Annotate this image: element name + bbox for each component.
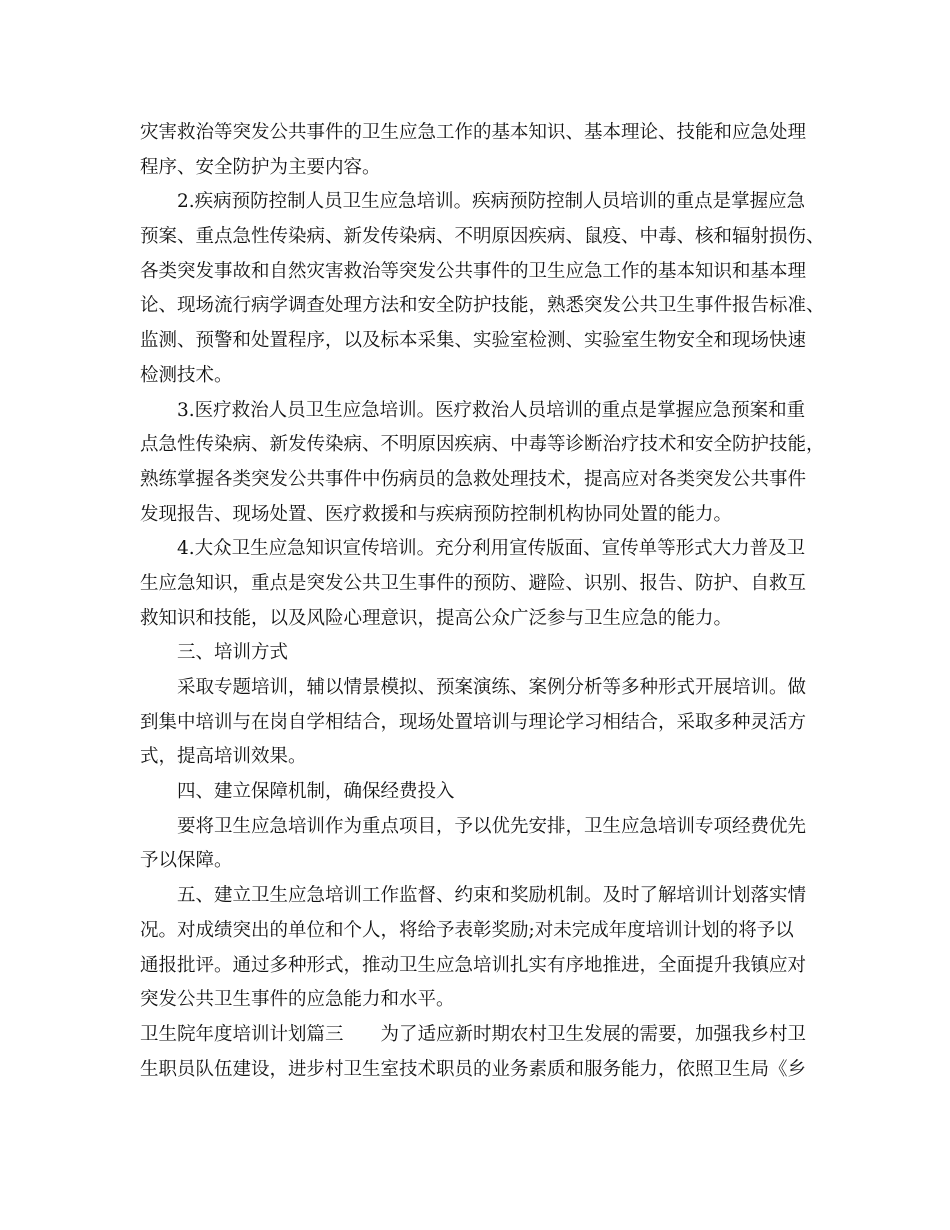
text-line: 发现报告、现场处置、医疗救援和与疾病预防控制机构协同处置的能力。	[140, 503, 733, 525]
text-line: 3.医疗救治人员卫生应急培训。医疗救治人员培训的重点是掌握应急预案和重	[177, 399, 806, 421]
text-line: 生职员队伍建设，进步村卫生室技术职员的业务素质和服务能力，依照卫生局《乡	[140, 1058, 807, 1080]
text-line: 卫生院年度培训计划篇三 为了适应新时期农村卫生发展的需要，加强我乡村卫	[140, 1023, 807, 1045]
text-line: 三、培训方式	[177, 642, 289, 664]
text-line: 点急性传染病、新发传染病、不明原因疾病、中毒等诊断治疗技术和安全防护技能，	[140, 434, 825, 456]
text-line: 监测、预警和处置程序，以及标本采集、实验室检测、实验室生物安全和现场快速	[140, 330, 807, 352]
text-line: 予以保障。	[140, 850, 233, 872]
text-line: 检测技术。	[140, 364, 233, 386]
text-line: 到集中培训与在岗自学相结合，现场处置培训与理论学习相结合，采取多种灵活方	[140, 711, 807, 733]
text-line: 突发公共卫生事件的应急能力和水平。	[140, 989, 455, 1011]
text-line: 采取专题培训，辅以情景模拟、预案演练、案例分析等多种形式开展培训。做	[177, 677, 807, 698]
text-line: 熟练掌握各类突发公共事件中伤病员的急救处理技术，提高应对各类突发公共事件	[140, 468, 807, 490]
document-body	[140, 116, 830, 1087]
text-line: 式，提高培训效果。	[140, 746, 307, 768]
text-line: 程序、安全防护为主要内容。	[140, 156, 381, 178]
text-line: 四、建立保障机制，确保经费投入	[177, 781, 455, 803]
text-line: 通报批评。通过多种形式，推动卫生应急培训扎实有序地推进，全面提升我镇应对	[140, 954, 807, 976]
text-line: 4.大众卫生应急知识宣传培训。充分利用宣传版面、宣传单等形式大力普及卫	[177, 538, 806, 560]
text-line: 生应急知识，重点是突发公共卫生事件的预防、避险、识别、报告、防护、自救互	[140, 572, 807, 594]
text-line: 预案、重点急性传染病、新发传染病、不明原因疾病、鼠疫、中毒、核和辐射损伤、	[140, 226, 825, 248]
text-line: 论、现场流行病学调查处理方法和安全防护技能，熟悉突发公共卫生事件报告标准、	[140, 295, 825, 317]
text-line: 各类突发事故和自然灾害救治等突发公共事件的卫生应急工作的基本知识和基本理	[140, 260, 807, 282]
text-line: 灾害救治等突发公共事件的卫生应急工作的基本知识、基本理论、技能和应急处理	[140, 122, 807, 143]
text-line: 五、建立卫生应急培训工作监督、约束和奖励机制。及时了解培训计划落实情	[177, 885, 807, 907]
text-line: 要将卫生应急培训作为重点项目，予以优先安排，卫生应急培训专项经费优先	[177, 815, 807, 837]
text-line: 救知识和技能，以及风险心理意识，提高公众广泛参与卫生应急的能力。	[140, 607, 733, 629]
text-line: 况。对成绩突出的单位和个人，将给予表彰奖励;对未完成年度培训计划的将予以	[140, 919, 794, 941]
text-line: 2.疾病预防控制人员卫生应急培训。疾病预防控制人员培训的重点是掌握应急	[177, 191, 806, 213]
